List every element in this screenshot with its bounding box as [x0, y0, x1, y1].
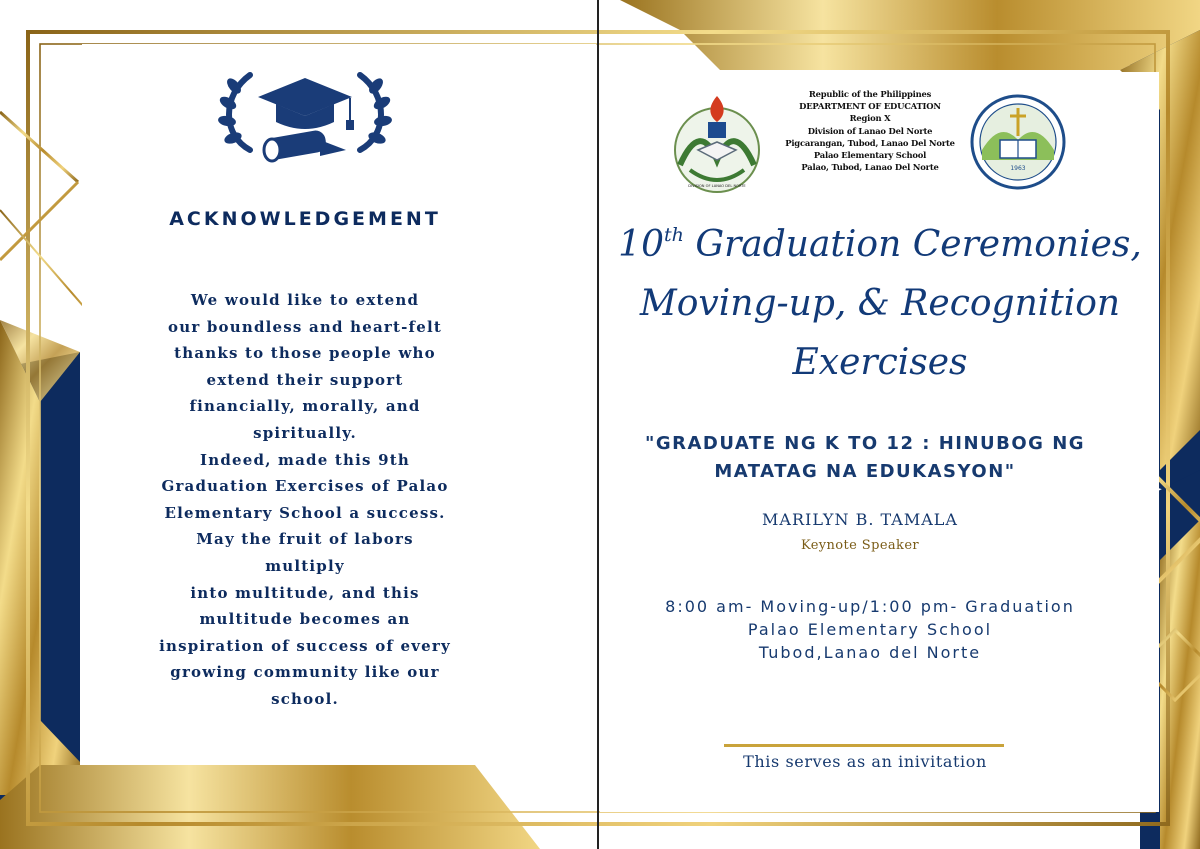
- header-line: Region X: [849, 113, 891, 124]
- speaker-name: MARILYN B. TAMALA: [762, 510, 958, 529]
- schedule-line: 8:00 am- Moving-up/1:00 pm- Graduation: [665, 597, 1075, 616]
- acknowledgement-title: ACKNOWLEDGEMENT: [169, 208, 441, 230]
- ack-line: thanks to those people who: [174, 344, 436, 363]
- ack-line: Elementary School a success.: [164, 503, 446, 522]
- ack-line: spiritually.: [253, 423, 357, 442]
- header-line: Pigcarangan, Tubod, Lanao Del Norte: [785, 137, 955, 148]
- schedule-line: Tubod,Lanao del Norte: [758, 643, 982, 662]
- schedule-details: [620, 595, 1120, 664]
- ack-line: financially, morally, and: [189, 397, 421, 416]
- invitation-text: This serves as an inivitation: [743, 752, 987, 771]
- header-line: Palao Elementary School: [813, 150, 927, 161]
- svg-text:1963: 1963: [1010, 165, 1026, 172]
- header-line: Republic of the Philippines: [808, 89, 932, 99]
- ack-line: into multitude, and this: [190, 583, 420, 602]
- ack-line: inspiration of success of every: [159, 636, 451, 655]
- header-line: DEPARTMENT OF EDUCATION: [799, 101, 941, 112]
- theme-line: "GRADUATE NG K TO 12 : HINUBOG NG: [644, 433, 1086, 454]
- schedule-line: Palao Elementary School: [747, 620, 993, 639]
- acknowledgement-body: [150, 287, 460, 713]
- ack-line: Indeed, made this 9th: [200, 450, 410, 469]
- ack-line: Graduation Exercises of Palao: [161, 477, 449, 496]
- speaker-role: Keynote Speaker: [800, 538, 920, 553]
- title-line-1-rest: Graduation Ceremonies,: [695, 224, 1142, 265]
- ack-line: We would like to extend: [190, 291, 420, 309]
- theme-line: MATATAG NA EDUKASYON": [714, 461, 1016, 482]
- ceremony-title: [610, 215, 1150, 392]
- school-seal-icon: [972, 96, 1064, 188]
- ack-line: growing community like our: [170, 663, 440, 682]
- invitation-divider: [724, 744, 1004, 747]
- ack-line: our boundless and heart-felt: [168, 317, 442, 336]
- ack-line: multitude becomes an: [199, 610, 411, 629]
- title-line-2: Moving-up, & Recognition: [639, 283, 1121, 324]
- theme-text: [605, 430, 1125, 486]
- ack-line: multiply: [265, 556, 345, 575]
- title-ordinal: th: [663, 224, 684, 246]
- title-number: 10: [618, 224, 664, 265]
- header-line: Palao, Tubod, Lanao Del Norte: [801, 162, 939, 173]
- ack-line: school.: [271, 689, 339, 708]
- header-line: Division of Lanao Del Norte: [807, 125, 933, 136]
- title-line-3: Exercises: [792, 342, 968, 383]
- svg-text:DIVISION OF LANAO DEL NORTE: DIVISION OF LANAO DEL NORTE: [688, 184, 746, 188]
- ack-line: May the fruit of labors: [196, 530, 414, 549]
- deped-header: [770, 88, 970, 173]
- ack-line: extend their support: [206, 370, 404, 389]
- title-line-1: [610, 215, 1150, 274]
